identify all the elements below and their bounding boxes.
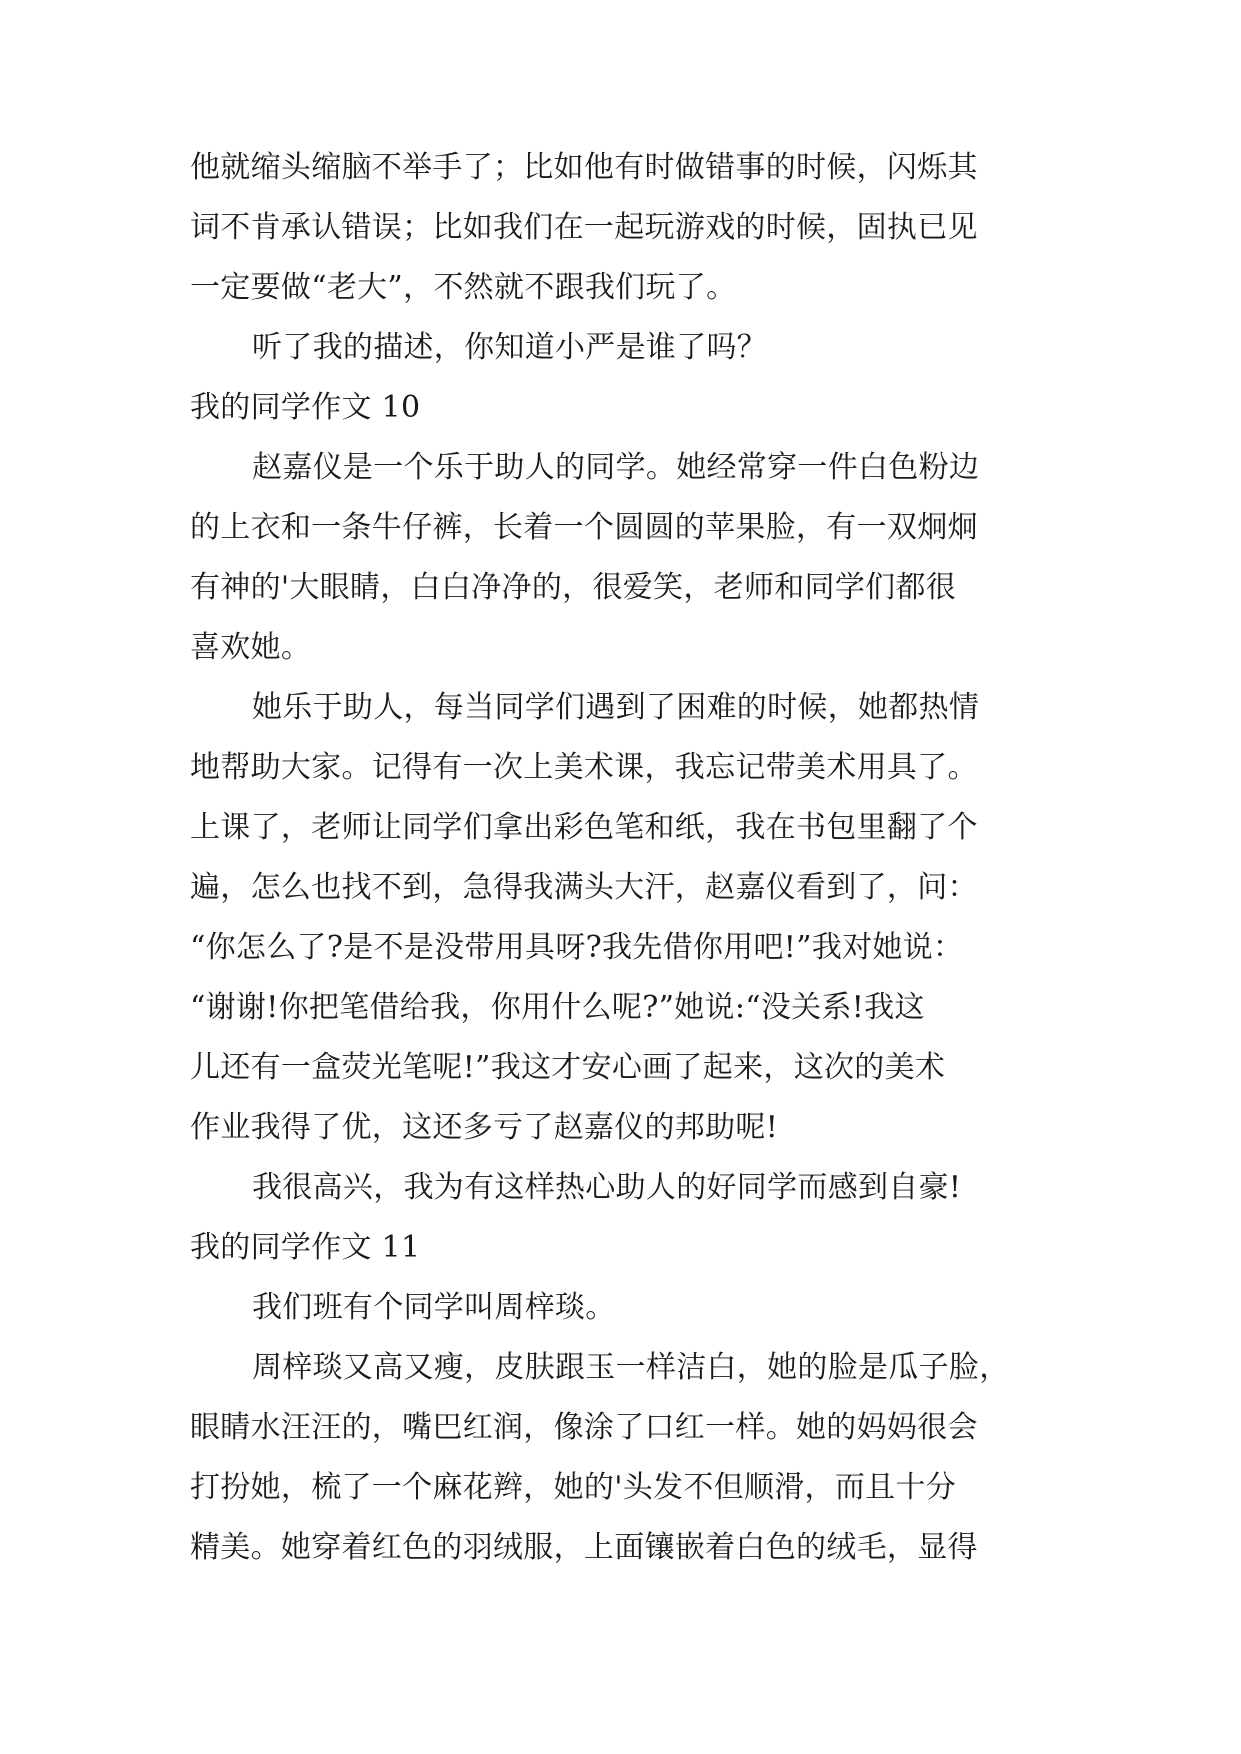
paragraph-line: 遍，怎么也找不到，急得我满头大汗，赵嘉仪看到了，问： [190, 870, 978, 905]
section-heading: 我的同学作文 10 [190, 390, 421, 425]
paragraph-line: 精美。她穿着红色的羽绒服，上面镶嵌着白色的绒毛，显得 [190, 1530, 978, 1565]
paragraph-line: 周梓琰又高又瘦，皮肤跟玉一样洁白，她的脸是瓜子脸， [252, 1350, 1010, 1385]
paragraph-line: 听了我的描述，你知道小严是谁了吗？ [252, 330, 768, 365]
paragraph-line: “你怎么了?是不是没带用具呀?我先借你用吧!”我对她说： [190, 930, 964, 965]
paragraph-line: 地帮助大家。记得有一次上美术课，我忘记带美术用具了。 [190, 750, 978, 785]
paragraph-line: 眼睛水汪汪的，嘴巴红润，像涂了口红一样。她的妈妈很会 [190, 1410, 978, 1445]
paragraph-line: 的上衣和一条牛仔裤，长着一个圆圆的苹果脸，有一双炯炯 [190, 510, 978, 545]
paragraph-line: 有神的'大眼睛，白白净净的，很爱笑，老师和同学们都很 [190, 570, 957, 605]
paragraph-line: 赵嘉仪是一个乐于助人的同学。她经常穿一件白色粉边 [252, 450, 980, 485]
section-heading: 我的同学作文 11 [190, 1230, 421, 1265]
paragraph-line: 一定要做“老大”，不然就不跟我们玩了。 [190, 270, 737, 305]
paragraph-line: 打扮她，梳了一个麻花辫，她的'头发不但顺滑，而且十分 [190, 1470, 957, 1505]
paragraph-line: 我很高兴，我为有这样热心助人的好同学而感到自豪! [252, 1170, 962, 1205]
paragraph-line: 她乐于助人，每当同学们遇到了困难的时候，她都热情 [252, 690, 980, 725]
paragraph-line: 上课了，老师让同学们拿出彩色笔和纸，我在书包里翻了个 [190, 810, 978, 845]
paragraph-line: 他就缩头缩脑不举手了；比如他有时做错事的时候，闪烁其 [190, 150, 978, 185]
paragraph-line: 喜欢她。 [190, 630, 312, 665]
paragraph-line: 词不肯承认错误；比如我们在一起玩游戏的时候，固执已见 [190, 210, 978, 245]
paragraph-line: 我们班有个同学叫周梓琰。 [252, 1290, 616, 1325]
paragraph-line: 作业我得了优，这还多亏了赵嘉仪的邦助呢! [190, 1110, 779, 1145]
paragraph-line: “谢谢!你把笔借给我，你用什么呢?”她说:“没关系!我这 [190, 990, 925, 1025]
paragraph-line: 儿还有一盒荧光笔呢!”我这才安心画了起来，这次的美术 [190, 1050, 946, 1085]
